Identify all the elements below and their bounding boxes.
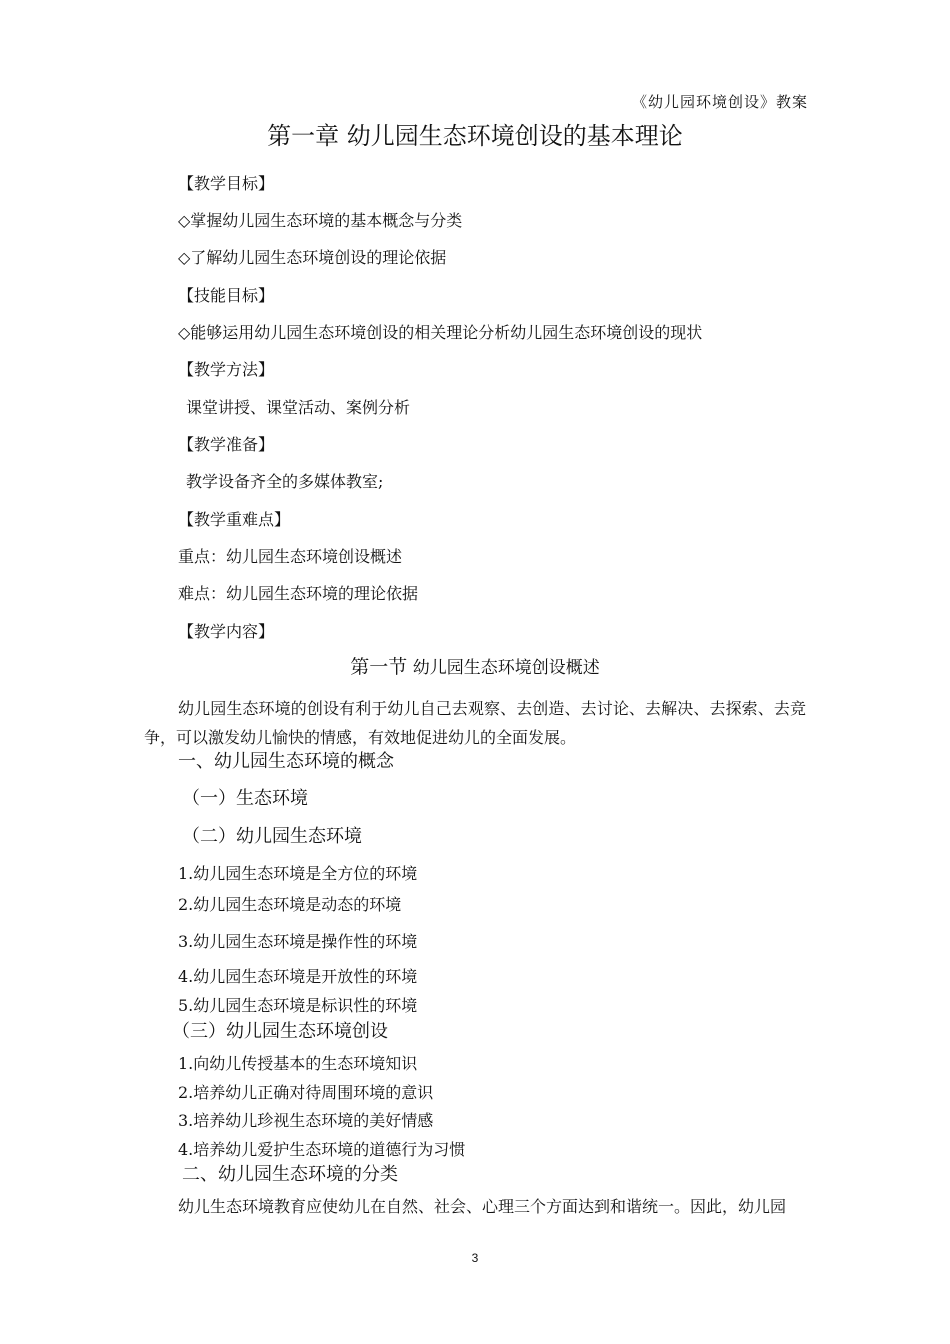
skill-goal-item: ◇能够运用幼儿园生态环境创设的相关理论分析幼儿园生态环境创设的现状 bbox=[178, 323, 703, 342]
method-heading: 【教学方法】 bbox=[178, 360, 275, 379]
method-text: 课堂讲授、课堂活动、案例分析 bbox=[186, 398, 411, 417]
list-item: 4.培养幼儿爱护生态环境的道德行为习惯 bbox=[178, 1140, 466, 1159]
part-2-heading: 二、幼儿园生态环境的分类 bbox=[182, 1164, 398, 1185]
preparation-heading: 【教学准备】 bbox=[178, 435, 275, 454]
key-points-heading: 【教学重难点】 bbox=[178, 510, 291, 529]
teaching-goal-heading: 【教学目标】 bbox=[178, 174, 275, 193]
list-item: 3.培养幼儿珍视生态环境的美好情感 bbox=[178, 1111, 434, 1130]
subsection-2-heading: （二）幼儿园生态环境 bbox=[182, 826, 362, 847]
list-item: 4.幼儿园生态环境是开放性的环境 bbox=[178, 967, 418, 986]
list-item: 5.幼儿园生态环境是标识性的环境 bbox=[178, 996, 418, 1015]
section-title bbox=[0, 658, 950, 677]
skill-goal-heading: 【技能目标】 bbox=[178, 286, 275, 305]
teaching-goal-item: ◇掌握幼儿园生态环境的基本概念与分类 bbox=[178, 211, 463, 230]
section-label: 第一节 bbox=[350, 656, 408, 678]
subsection-3-heading: （三）幼儿园生态环境创设 bbox=[172, 1021, 388, 1042]
teaching-goal-item: ◇了解幼儿园生态环境创设的理论依据 bbox=[178, 248, 447, 267]
content-heading: 【教学内容】 bbox=[178, 622, 275, 641]
list-item: 2.培养幼儿正确对待周围环境的意识 bbox=[178, 1083, 434, 1102]
list-item: 3.幼儿园生态环境是操作性的环境 bbox=[178, 932, 418, 951]
intro-paragraph: 幼儿园生态环境的创设有利于幼儿自己去观察、去创造、去讨论、去解决、去探索、去竞争，可以激发幼儿愉快的情感，有效地促进幼儿的全面发展。 bbox=[144, 699, 806, 747]
list-item: 1.向幼儿传授基本的生态环境知识 bbox=[178, 1054, 418, 1073]
chapter-title: 第一章 幼儿园生态环境创设的基本理论 bbox=[267, 122, 683, 150]
part-1-heading: 一、幼儿园生态环境的概念 bbox=[178, 751, 394, 772]
page-number: 3 bbox=[471, 1251, 479, 1265]
list-item: 2.幼儿园生态环境是动态的环境 bbox=[178, 895, 402, 914]
key-point-text: 重点：幼儿园生态环境创设概述 bbox=[178, 547, 403, 566]
list-item: 1.幼儿园生态环境是全方位的环境 bbox=[178, 864, 418, 883]
part-2-paragraph: 幼儿生态环境教育应使幼儿在自然、社会、心理三个方面达到和谐统一。因此，幼儿园 bbox=[178, 1197, 787, 1216]
section-name: 幼儿园生态环境创设概述 bbox=[412, 658, 600, 678]
running-header: 《幼儿园环境创设》教案 bbox=[631, 93, 808, 111]
subsection-1-heading: （一）生态环境 bbox=[182, 788, 308, 809]
difficult-point-text: 难点：幼儿园生态环境的理论依据 bbox=[178, 584, 419, 603]
preparation-text: 教学设备齐全的多媒体教室; bbox=[186, 472, 384, 491]
